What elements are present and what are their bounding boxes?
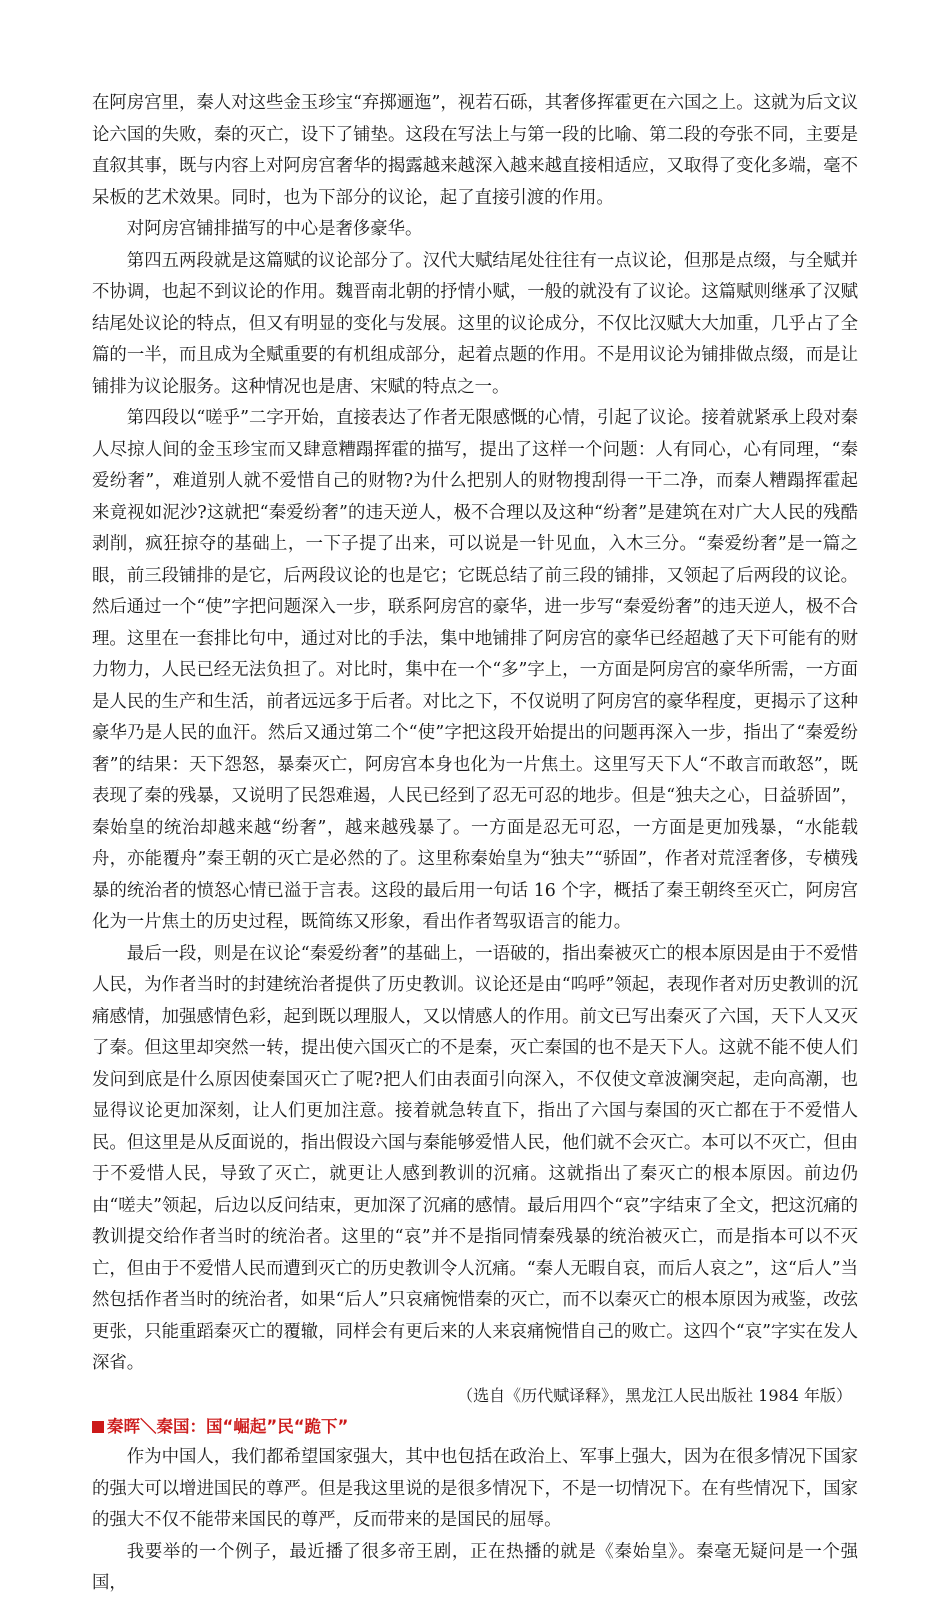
source-citation: （选自《历代赋译释》，黑龙江人民出版社 1984 年版） — [457, 1385, 852, 1405]
paragraph-5: 最后一段，则是在议论“秦爱纷奢”的基础上，一语破的，指出秦被灭亡的根本原因是由于不爱惜人民，为作者当时的封建统治者提供了历史教训。议论还是由“呜呼”领起，表现作者对历史教训的沉痛感情，加强感情色彩，起到既以理服人，又以情感人的作用。前文已写出秦灭了六国，天下人又灭了秦。但这里却突然一转，提出使六国灭亡的不是秦，灭亡秦国的也不是天下人。这就不能不使人们发问到底是什么原因使秦国灭亡了呢?把人们由表面引向深入，不仅使文章波澜突起，走向高潮，也显得议论更加深刻，让人们更加注意。接着就急转直下，指出了六国与秦国的灭亡都在于不爱惜人民。但这里是从反面说的，指出假设六国与秦能够爱惜人民，他们就不会灭亡。本可以不灭亡，但由于不爱惜人民，导致了灭亡，就更让人感到教训的沉痛。这就指出了秦灭亡的根本原因。前边仍由“嗟夫”领起，后边以反问结束，更加深了沉痛的感情。最后用四个“哀”字结束了全文，把这沉痛的教训提交给作者当时的统治者。这里的“哀”并不是指同情秦残暴的统治被灭亡，而是指本可以不灭亡，但由于不爱惜人民而遭到灭亡的历史教训令人沉痛。“秦人无暇自哀，而后人哀之”，这“后人”当然包括作者当时的统治者，如果“后人”只哀痛惋惜秦的灭亡，而不以秦灭亡的根本原因为戒鉴，改弦更张，只能重蹈秦灭亡的覆辙，同样会有更后来的人来哀痛惋惜自己的败亡。这四个“哀”字实在发人深省。 — [92, 943, 858, 1373]
section-heading-text: 秦晖＼秦国：国“崛起”民“跪下” — [107, 1417, 349, 1436]
paragraph-4: 第四段以“嗟乎”二字开始，直接表达了作者无限感慨的心情，引起了议论。接着就紧承上段对秦人尽掠人间的金玉珍宝而又肆意糟蹋挥霍的描写，提出了这样一个问题：人有同心，心有同理，“秦爱纷奢”，难道别人就不爱惜自己的财物?为什么把别人的财物搜刮得一干二净，而秦人糟蹋挥霍起来竟视如泥沙?这就把“秦爱纷奢”的违天逆人，极不合理以及这种“纷奢”是建筑在对广大人民的残酷剥削，疯狂掠夺的基础上，一下子提了出来，可以说是一针见血，入木三分。“秦爱纷奢”是一篇之眼，前三段铺排的是它，后两段议论的也是它；它既总结了前三段的铺排，又领起了后两段的议论。然后通过一个“使”字把问题深入一步，联系阿房宫的豪华，进一步写“秦爱纷奢”的违天逆人，极不合理。这里在一套排比句中，通过对比的手法，集中地铺排了阿房宫的豪华已经超越了天下可能有的财力物力，人民已经无法负担了。对比时，集中在一个“多”字上，一方面是阿房宫的豪华所需，一方面是人民的生产和生活，前者远远多于后者。对比之下，不仅说明了阿房宫的豪华程度，更揭示了这种豪华乃是人民的血汗。然后又通过第二个“使”字把这段开始提出的问题再深入一步，指出了“秦爱纷奢”的结果：天下怨怒，暴秦灭亡，阿房宫本身也化为一片焦土。这里写天下人“不敢言而敢怒”，既表现了秦的残暴，又说明了民怨难遏，人民已经到了忍无可忍的地步。但是“独夫之心，日益骄固”，秦始皇的统治却越来越“纷奢”，越来越残暴了。一方面是忍无可忍，一方面是更加残暴，“水能载舟，亦能覆舟”秦王朝的灭亡是必然的了。这里称秦始皇为“独夫”“骄固”，作者对荒淫奢侈，专横残暴的统治者的愤怒心情已溢于言表。这段的最后用一句话 16 个字，概括了秦王朝终至灭亡，阿房宫化为一片焦土的历史过程，既简练又形象，看出作者驾驭语言的能力。 — [92, 408, 858, 932]
paragraph-1: 在阿房宫里，秦人对这些金玉珍宝“弃掷逦迤”，视若石砾，其奢侈挥霍更在六国之上。这就为后文议论六国的失败，秦的灭亡，设下了铺垫。这段在写法上与第一段的比喻、第二段的夸张不同，主要是直叙其事，既与内容上对阿房宫奢华的揭露越来越深入越来越直接相适应，又取得了变化多端，毫不呆板的艺术效果。同时，也为下部分的议论，起了直接引渡的作用。 — [92, 93, 858, 208]
document-page — [92, 88, 858, 1600]
section-heading — [92, 1411, 858, 1442]
square-bullet-icon — [92, 1421, 104, 1433]
section-paragraph-2: 我要举的一个例子，最近播了很多帝王剧，正在热播的就是《秦始皇》。秦毫无疑问是一个强国， — [92, 1541, 858, 1593]
paragraph-2: 对阿房宫铺排描写的中心是奢侈豪华。 — [126, 219, 423, 239]
section-paragraph-1: 作为中国人，我们都希望国家强大，其中也包括在政治上、军事上强大，因为在很多情况下国家的强大可以增进国民的尊严。但是我这里说的是很多情况下，不是一切情况下。在有些情况下，国家的强大不仅不能带来国民的尊严，反而带来的是国民的屈辱。 — [92, 1447, 858, 1530]
paragraph-3: 第四五两段就是这篇赋的议论部分了。汉代大赋结尾处往往有一点议论，但那是点缀，与全赋并不协调，也起不到议论的作用。魏晋南北朝的抒情小赋，一般的就没有了议论。这篇赋则继承了汉赋结尾处议论的特点，但又有明显的变化与发展。这里的议论成分，不仅比汉赋大大加重，几乎占了全篇的一半，而且成为全赋重要的有机组成部分，起着点题的作用。不是用议论为铺排做点缀，而是让铺排为议论服务。这种情况也是唐、宋赋的特点之一。 — [92, 250, 858, 397]
